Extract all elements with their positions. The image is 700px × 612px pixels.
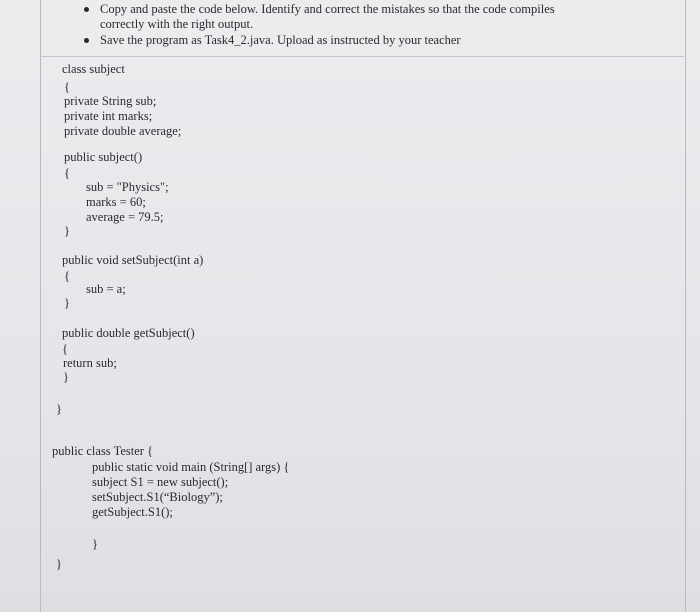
instruction-text: Save the program as Task4_2.java. Upload as instructed by your teacher [100,33,461,47]
getter-signature: public double getSubject() [62,326,195,340]
getter-body: return sub; [63,356,117,370]
instruction-item [82,2,582,32]
instruction-item [82,33,582,48]
setter-close-brace: } [64,296,70,310]
main-body: subject S1 = new subject(); setSubject.S1(“Biology”); getSubject.S1(); [92,475,229,519]
getter-close-brace: } [63,370,69,384]
bullet-icon [84,38,89,43]
constructor-signature: public subject() [64,150,143,164]
instruction-text: Copy and paste the code below. Identify and correct the mistakes so that the code compiles correctly with the right output. [100,2,555,31]
setter-body: sub = a; [86,282,126,296]
constructor-open-brace: { [64,166,70,180]
class-header: class subject [62,62,125,76]
constructor-body: sub = "Physics"; marks = 60; average = 79.5; [86,180,169,224]
field-declarations: private String sub; private int marks; private double average; [64,94,182,138]
instruction-list [82,2,582,48]
setter-open-brace: { [64,269,70,283]
setter-signature: public void setSubject(int a) [62,253,204,267]
main-signature: public static void main (String[] args) { [92,460,290,474]
class-open-brace: { [64,80,70,94]
tester-class-header: public class Tester { [52,444,154,458]
getter-open-brace: { [62,342,68,356]
main-close-brace: } [92,537,98,551]
class-close-brace: } [56,402,62,416]
tester-close-brace: } [56,557,62,571]
constructor-close-brace: } [64,224,70,238]
content-frame [40,0,686,612]
bullet-icon [84,7,89,12]
section-divider [40,56,684,57]
